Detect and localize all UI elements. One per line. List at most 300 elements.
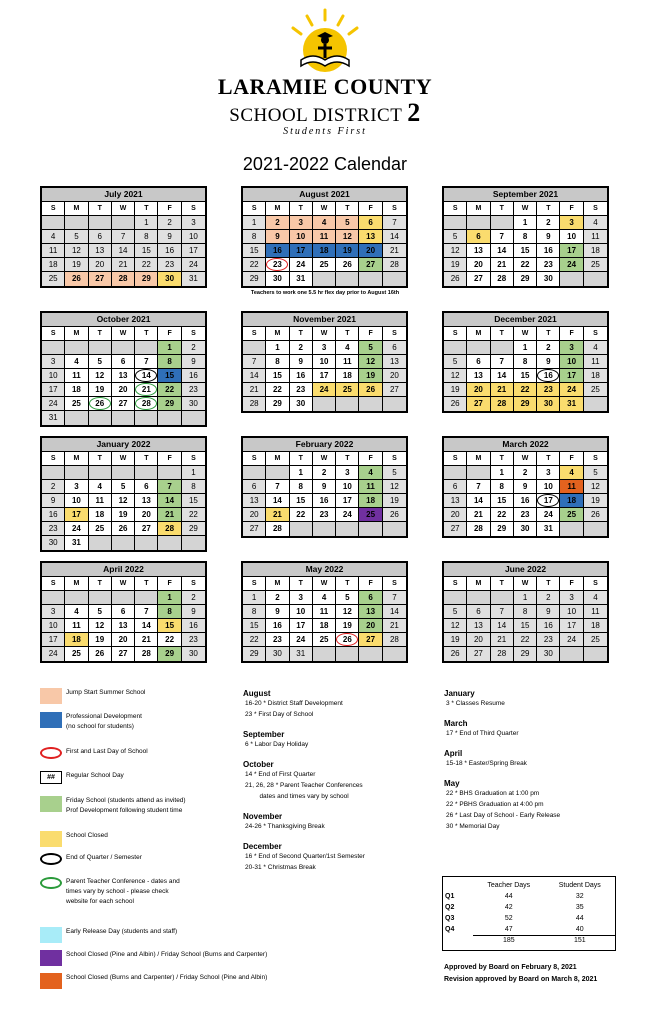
day-cell: 11 bbox=[65, 369, 88, 383]
day-cell: 27 bbox=[135, 522, 158, 536]
day-cell: 29 bbox=[514, 647, 537, 661]
day-cell: 22 bbox=[491, 508, 514, 522]
event-month-heading: November bbox=[243, 812, 283, 821]
day-cell: 16 bbox=[537, 244, 560, 258]
day-cell: 16 bbox=[266, 244, 289, 258]
day-cell: 28 bbox=[243, 397, 266, 411]
week-row bbox=[42, 411, 205, 425]
weekday-label: T bbox=[537, 577, 560, 591]
day-cell: 2 bbox=[313, 466, 336, 480]
day-cell: 7 bbox=[135, 605, 158, 619]
legend-label: Friday School (students attend as invited) Prof Development following student time bbox=[66, 797, 186, 814]
day-cell: 23 bbox=[42, 522, 65, 536]
weekday-label: S bbox=[584, 577, 607, 591]
week-row bbox=[243, 272, 406, 286]
day-cell: 18 bbox=[359, 494, 382, 508]
empty-cell bbox=[290, 522, 313, 536]
weekday-label: T bbox=[336, 577, 359, 591]
month-title: July 2021 bbox=[42, 188, 205, 202]
weekday-header bbox=[42, 452, 205, 466]
empty-cell bbox=[112, 341, 135, 355]
day-cell: 20 bbox=[467, 383, 490, 397]
empty-cell bbox=[491, 341, 514, 355]
day-cell: 13 bbox=[359, 230, 382, 244]
day-cell: 1 bbox=[290, 466, 313, 480]
day-cell: 21 bbox=[243, 383, 266, 397]
day-cell: 17 bbox=[560, 244, 583, 258]
month-title: March 2022 bbox=[444, 438, 607, 452]
day-cell: 26 bbox=[444, 272, 467, 286]
day-cell: 23 bbox=[313, 508, 336, 522]
event-item: 22 * PBHS Graduation at 4:00 pm bbox=[446, 801, 544, 808]
day-cell: 21 bbox=[383, 619, 406, 633]
day-cell: 12 bbox=[112, 494, 135, 508]
day-cell: 2 bbox=[182, 591, 205, 605]
legend-swatch bbox=[40, 831, 62, 847]
month-calendar bbox=[442, 561, 609, 663]
week-row bbox=[42, 383, 205, 397]
day-cell: 20 bbox=[359, 619, 382, 633]
day-cell: 18 bbox=[584, 369, 607, 383]
week-row bbox=[444, 605, 607, 619]
day-cell: 6 bbox=[243, 480, 266, 494]
day-cell: 25 bbox=[313, 258, 336, 272]
day-cell: 13 bbox=[359, 605, 382, 619]
day-cell: 14 bbox=[158, 494, 181, 508]
day-cell: 24 bbox=[560, 633, 583, 647]
table-cell bbox=[443, 935, 473, 946]
day-cell: 7 bbox=[112, 230, 135, 244]
day-cell: 22 bbox=[182, 508, 205, 522]
day-cell: 30 bbox=[514, 522, 537, 536]
day-cell: 6 bbox=[467, 605, 490, 619]
month-calendar bbox=[40, 186, 207, 288]
events-column-spring bbox=[444, 689, 634, 832]
table-cell: 42 bbox=[504, 904, 513, 911]
legend-item bbox=[40, 796, 186, 816]
day-cell: 25 bbox=[42, 272, 65, 286]
event-item: 24-26 * Thanksgiving Break bbox=[245, 823, 325, 830]
day-cell: 10 bbox=[290, 605, 313, 619]
day-cell: 7 bbox=[135, 355, 158, 369]
weekday-label: S bbox=[383, 327, 406, 341]
day-cell: 25 bbox=[359, 508, 382, 522]
weekday-label: W bbox=[514, 452, 537, 466]
day-cell: 5 bbox=[444, 605, 467, 619]
day-cell: 19 bbox=[112, 508, 135, 522]
weekday-header bbox=[42, 202, 205, 216]
day-cell: 31 bbox=[182, 272, 205, 286]
empty-cell bbox=[313, 522, 336, 536]
day-cell: 14 bbox=[491, 369, 514, 383]
day-cell: 18 bbox=[336, 369, 359, 383]
day-cell: 11 bbox=[336, 355, 359, 369]
day-cell: 15 bbox=[158, 369, 181, 383]
day-cell: 16 bbox=[514, 494, 537, 508]
empty-cell bbox=[89, 341, 112, 355]
week-row bbox=[444, 633, 607, 647]
day-cell: 18 bbox=[65, 633, 88, 647]
day-cell: 8 bbox=[491, 480, 514, 494]
day-cell: 19 bbox=[336, 619, 359, 633]
weekday-header bbox=[42, 577, 205, 591]
day-cell: 10 bbox=[560, 355, 583, 369]
weekday-label: F bbox=[158, 202, 181, 216]
month-calendar bbox=[241, 311, 408, 413]
empty-cell bbox=[491, 216, 514, 230]
week-row bbox=[243, 605, 406, 619]
week-row bbox=[42, 466, 205, 480]
weekday-label: T bbox=[336, 327, 359, 341]
weekday-label: S bbox=[42, 452, 65, 466]
day-cell: 4 bbox=[42, 230, 65, 244]
day-cell: 25 bbox=[584, 383, 607, 397]
week-row bbox=[444, 369, 607, 383]
day-cell: 28 bbox=[491, 397, 514, 411]
table-cell: 185 bbox=[502, 937, 515, 945]
legend-item bbox=[40, 688, 145, 704]
day-cell: 27 bbox=[467, 397, 490, 411]
empty-cell bbox=[467, 216, 490, 230]
event-item: 6 * Labor Day Holiday bbox=[245, 741, 309, 748]
day-cell: 25 bbox=[313, 633, 336, 647]
legend-swatch bbox=[40, 688, 62, 704]
day-cell: 12 bbox=[584, 480, 607, 494]
weekday-label: F bbox=[560, 202, 583, 216]
day-cell: 14 bbox=[135, 619, 158, 633]
month-title: April 2022 bbox=[42, 563, 205, 577]
day-cell: 4 bbox=[313, 591, 336, 605]
day-cell: 3 bbox=[560, 341, 583, 355]
week-row bbox=[243, 341, 406, 355]
day-cell: 2 bbox=[290, 341, 313, 355]
event-item: 3 * Classes Resume bbox=[446, 700, 505, 707]
weekday-label: T bbox=[491, 202, 514, 216]
legend-label: Parent Teacher Conference - dates and times vary by school - please check website for each school bbox=[66, 878, 180, 905]
day-cell: 26 bbox=[89, 647, 112, 661]
day-cell: 6 bbox=[359, 591, 382, 605]
day-cell: 31 bbox=[42, 411, 65, 425]
day-cell: 1 bbox=[514, 591, 537, 605]
day-cell: 16 bbox=[182, 619, 205, 633]
weekday-label: S bbox=[42, 577, 65, 591]
table-cell: Q4 bbox=[445, 926, 455, 933]
empty-cell bbox=[359, 397, 382, 411]
weekday-label: W bbox=[514, 577, 537, 591]
weekday-label: T bbox=[336, 202, 359, 216]
day-cell: 6 bbox=[89, 230, 112, 244]
weekday-label: M bbox=[467, 577, 490, 591]
weekday-label: M bbox=[65, 577, 88, 591]
day-cell: 4 bbox=[560, 466, 583, 480]
empty-cell bbox=[560, 647, 583, 661]
day-cell: 18 bbox=[42, 258, 65, 272]
day-cell: 10 bbox=[560, 605, 583, 619]
day-cell: 14 bbox=[383, 230, 406, 244]
empty-cell bbox=[243, 466, 266, 480]
week-row bbox=[243, 230, 406, 244]
day-cell: 21 bbox=[112, 258, 135, 272]
day-cell: 18 bbox=[65, 383, 88, 397]
weekday-label: S bbox=[42, 327, 65, 341]
event-item: 23 * First Day of School bbox=[245, 711, 314, 718]
day-cell: 13 bbox=[444, 494, 467, 508]
weekday-label: T bbox=[537, 202, 560, 216]
day-cell: 8 bbox=[158, 605, 181, 619]
day-cell: 28 bbox=[112, 272, 135, 286]
day-cell: 7 bbox=[491, 230, 514, 244]
week-row bbox=[444, 466, 607, 480]
day-cell: 14 bbox=[243, 369, 266, 383]
legend-label: School Closed (Pine and Albin) / Friday School (Burns and Carpenter) bbox=[66, 951, 268, 958]
day-cell: 18 bbox=[313, 619, 336, 633]
weekday-label: F bbox=[359, 327, 382, 341]
empty-cell bbox=[182, 411, 205, 425]
day-cell: 23 bbox=[537, 383, 560, 397]
day-cell: 5 bbox=[336, 591, 359, 605]
day-cell: 9 bbox=[42, 494, 65, 508]
day-cell: 21 bbox=[135, 633, 158, 647]
week-row bbox=[444, 341, 607, 355]
empty-cell bbox=[42, 341, 65, 355]
event-item: 22 * BHS Graduation at 1:00 pm bbox=[446, 790, 540, 797]
day-cell: 17 bbox=[290, 244, 313, 258]
week-row bbox=[243, 480, 406, 494]
event-item: 16 * End of Second Quarter/1st Semester bbox=[245, 853, 365, 860]
weekday-label: W bbox=[112, 327, 135, 341]
weekday-label: S bbox=[383, 202, 406, 216]
day-cell: 8 bbox=[290, 480, 313, 494]
day-cell: 16 bbox=[158, 244, 181, 258]
day-cell: 2 bbox=[537, 341, 560, 355]
day-cell: 1 bbox=[158, 341, 181, 355]
day-cell: 10 bbox=[290, 230, 313, 244]
day-cell: 23 bbox=[158, 258, 181, 272]
empty-cell bbox=[42, 591, 65, 605]
empty-cell bbox=[313, 397, 336, 411]
month-calendar bbox=[40, 311, 207, 427]
day-cell: 29 bbox=[266, 397, 289, 411]
week-row bbox=[243, 633, 406, 647]
empty-cell bbox=[135, 591, 158, 605]
day-cell: 14 bbox=[135, 369, 158, 383]
day-cell: 19 bbox=[65, 258, 88, 272]
event-month-heading: September bbox=[243, 730, 285, 739]
legend-swatch bbox=[40, 712, 62, 728]
week-row bbox=[243, 466, 406, 480]
day-cell: 8 bbox=[135, 230, 158, 244]
week-row bbox=[444, 591, 607, 605]
day-cell: 5 bbox=[65, 230, 88, 244]
day-cell: 23 bbox=[182, 383, 205, 397]
week-row bbox=[444, 619, 607, 633]
table-cell: Q2 bbox=[445, 904, 455, 911]
table-cell: 47 bbox=[473, 924, 545, 935]
day-cell: 26 bbox=[383, 508, 406, 522]
day-cell: 22 bbox=[514, 383, 537, 397]
day-cell: 6 bbox=[112, 605, 135, 619]
day-cell: 5 bbox=[89, 355, 112, 369]
day-cell: 29 bbox=[514, 397, 537, 411]
day-cell: 27 bbox=[112, 647, 135, 661]
day-cell: 12 bbox=[89, 619, 112, 633]
weekday-label: S bbox=[243, 577, 266, 591]
weekday-header bbox=[243, 202, 406, 216]
weekday-label: T bbox=[135, 202, 158, 216]
weekday-header bbox=[444, 202, 607, 216]
day-cell: 31 bbox=[537, 522, 560, 536]
district-name-line1: LARAMIE COUNTY bbox=[217, 74, 433, 99]
table-row bbox=[443, 924, 615, 935]
week-row bbox=[42, 494, 205, 508]
day-cell: 5 bbox=[444, 230, 467, 244]
day-cell: 20 bbox=[383, 369, 406, 383]
weekday-header bbox=[444, 577, 607, 591]
day-cell: 2 bbox=[266, 216, 289, 230]
day-cell: 6 bbox=[444, 480, 467, 494]
day-cell: 7 bbox=[383, 591, 406, 605]
weekday-label: S bbox=[584, 202, 607, 216]
weekday-label: S bbox=[243, 452, 266, 466]
empty-cell bbox=[89, 466, 112, 480]
day-cell: 6 bbox=[383, 341, 406, 355]
day-cell: 15 bbox=[514, 619, 537, 633]
day-cell: 15 bbox=[491, 494, 514, 508]
day-cell: 8 bbox=[514, 605, 537, 619]
empty-cell bbox=[135, 341, 158, 355]
day-cell: 7 bbox=[158, 480, 181, 494]
day-cell: 29 bbox=[491, 522, 514, 536]
week-row bbox=[444, 397, 607, 411]
day-cell: 23 bbox=[290, 383, 313, 397]
day-cell: 17 bbox=[537, 494, 560, 508]
day-cell: 11 bbox=[584, 605, 607, 619]
weekday-label: T bbox=[290, 327, 313, 341]
week-row bbox=[42, 508, 205, 522]
day-cell: 4 bbox=[336, 341, 359, 355]
empty-cell bbox=[383, 272, 406, 286]
table-cell: 151 bbox=[573, 937, 586, 945]
day-cell: 20 bbox=[359, 244, 382, 258]
day-cell: 21 bbox=[491, 383, 514, 397]
empty-cell bbox=[42, 466, 65, 480]
legend-item bbox=[40, 771, 124, 784]
legend-item bbox=[40, 877, 180, 907]
day-cell: 17 bbox=[42, 633, 65, 647]
weekday-label: M bbox=[65, 452, 88, 466]
day-cell: 24 bbox=[560, 383, 583, 397]
day-cell: 30 bbox=[158, 272, 181, 286]
day-cell: 7 bbox=[467, 480, 490, 494]
weekday-header bbox=[243, 452, 406, 466]
page-title: 2021-2022 Calendar bbox=[242, 154, 408, 174]
table-cell: 32 bbox=[575, 893, 584, 900]
weekday-header bbox=[444, 327, 607, 341]
day-cell: 25 bbox=[89, 522, 112, 536]
table-header: Student Days bbox=[558, 882, 601, 889]
day-cell: 23 bbox=[537, 633, 560, 647]
weekday-label: F bbox=[158, 452, 181, 466]
day-cell: 16 bbox=[182, 369, 205, 383]
day-cell: 3 bbox=[537, 466, 560, 480]
day-cell: 20 bbox=[135, 508, 158, 522]
day-cell: 28 bbox=[491, 272, 514, 286]
table-row bbox=[443, 902, 615, 913]
month-calendar bbox=[40, 561, 207, 663]
empty-cell bbox=[65, 411, 88, 425]
weekday-label: W bbox=[313, 327, 336, 341]
day-cell: 11 bbox=[584, 230, 607, 244]
empty-cell bbox=[359, 647, 382, 661]
legend-ring-icon bbox=[40, 877, 62, 889]
day-cell: 5 bbox=[89, 605, 112, 619]
day-cell: 13 bbox=[89, 244, 112, 258]
day-cell: 15 bbox=[135, 244, 158, 258]
legend-item bbox=[40, 950, 267, 966]
day-cell: 9 bbox=[537, 355, 560, 369]
day-cell: 8 bbox=[243, 230, 266, 244]
legend-swatch bbox=[40, 927, 62, 943]
day-cell: 1 bbox=[514, 341, 537, 355]
empty-cell bbox=[135, 411, 158, 425]
day-cell: 19 bbox=[89, 633, 112, 647]
month-title: February 2022 bbox=[243, 438, 406, 452]
week-row bbox=[42, 258, 205, 272]
day-cell: 12 bbox=[444, 244, 467, 258]
empty-cell bbox=[584, 272, 607, 286]
day-cell: 5 bbox=[359, 341, 382, 355]
weekday-header bbox=[42, 327, 205, 341]
event-month-heading: January bbox=[444, 689, 475, 698]
weekday-label: W bbox=[112, 202, 135, 216]
weekday-label: S bbox=[383, 577, 406, 591]
day-cell: 19 bbox=[359, 369, 382, 383]
empty-cell bbox=[584, 647, 607, 661]
weekday-label: S bbox=[383, 452, 406, 466]
day-cell: 14 bbox=[383, 605, 406, 619]
day-cell: 8 bbox=[158, 355, 181, 369]
weekday-label: S bbox=[182, 202, 205, 216]
day-cell: 19 bbox=[89, 383, 112, 397]
week-row bbox=[444, 383, 607, 397]
legend-swatch bbox=[40, 973, 62, 989]
day-cell: 24 bbox=[290, 258, 313, 272]
empty-cell bbox=[560, 272, 583, 286]
day-cell: 4 bbox=[584, 591, 607, 605]
day-cell: 10 bbox=[537, 480, 560, 494]
weekday-label: T bbox=[135, 452, 158, 466]
weekday-label: W bbox=[112, 577, 135, 591]
approval-line: Revision approved by Board on March 8, 2021 bbox=[444, 976, 598, 983]
weekday-label: S bbox=[42, 202, 65, 216]
empty-cell bbox=[112, 411, 135, 425]
day-cell: 4 bbox=[584, 216, 607, 230]
event-item: 16-20 * District Staff Development bbox=[245, 700, 343, 707]
day-cell: 24 bbox=[65, 522, 88, 536]
week-row bbox=[243, 619, 406, 633]
week-row bbox=[243, 355, 406, 369]
day-cell: 17 bbox=[182, 244, 205, 258]
day-cell: 24 bbox=[290, 633, 313, 647]
day-cell: 1 bbox=[158, 591, 181, 605]
day-cell: 19 bbox=[584, 494, 607, 508]
day-cell: 28 bbox=[467, 522, 490, 536]
empty-cell bbox=[182, 536, 205, 550]
day-cell: 15 bbox=[243, 619, 266, 633]
day-cell: 21 bbox=[158, 508, 181, 522]
event-month-heading: May bbox=[444, 779, 460, 788]
day-cell: 23 bbox=[537, 258, 560, 272]
